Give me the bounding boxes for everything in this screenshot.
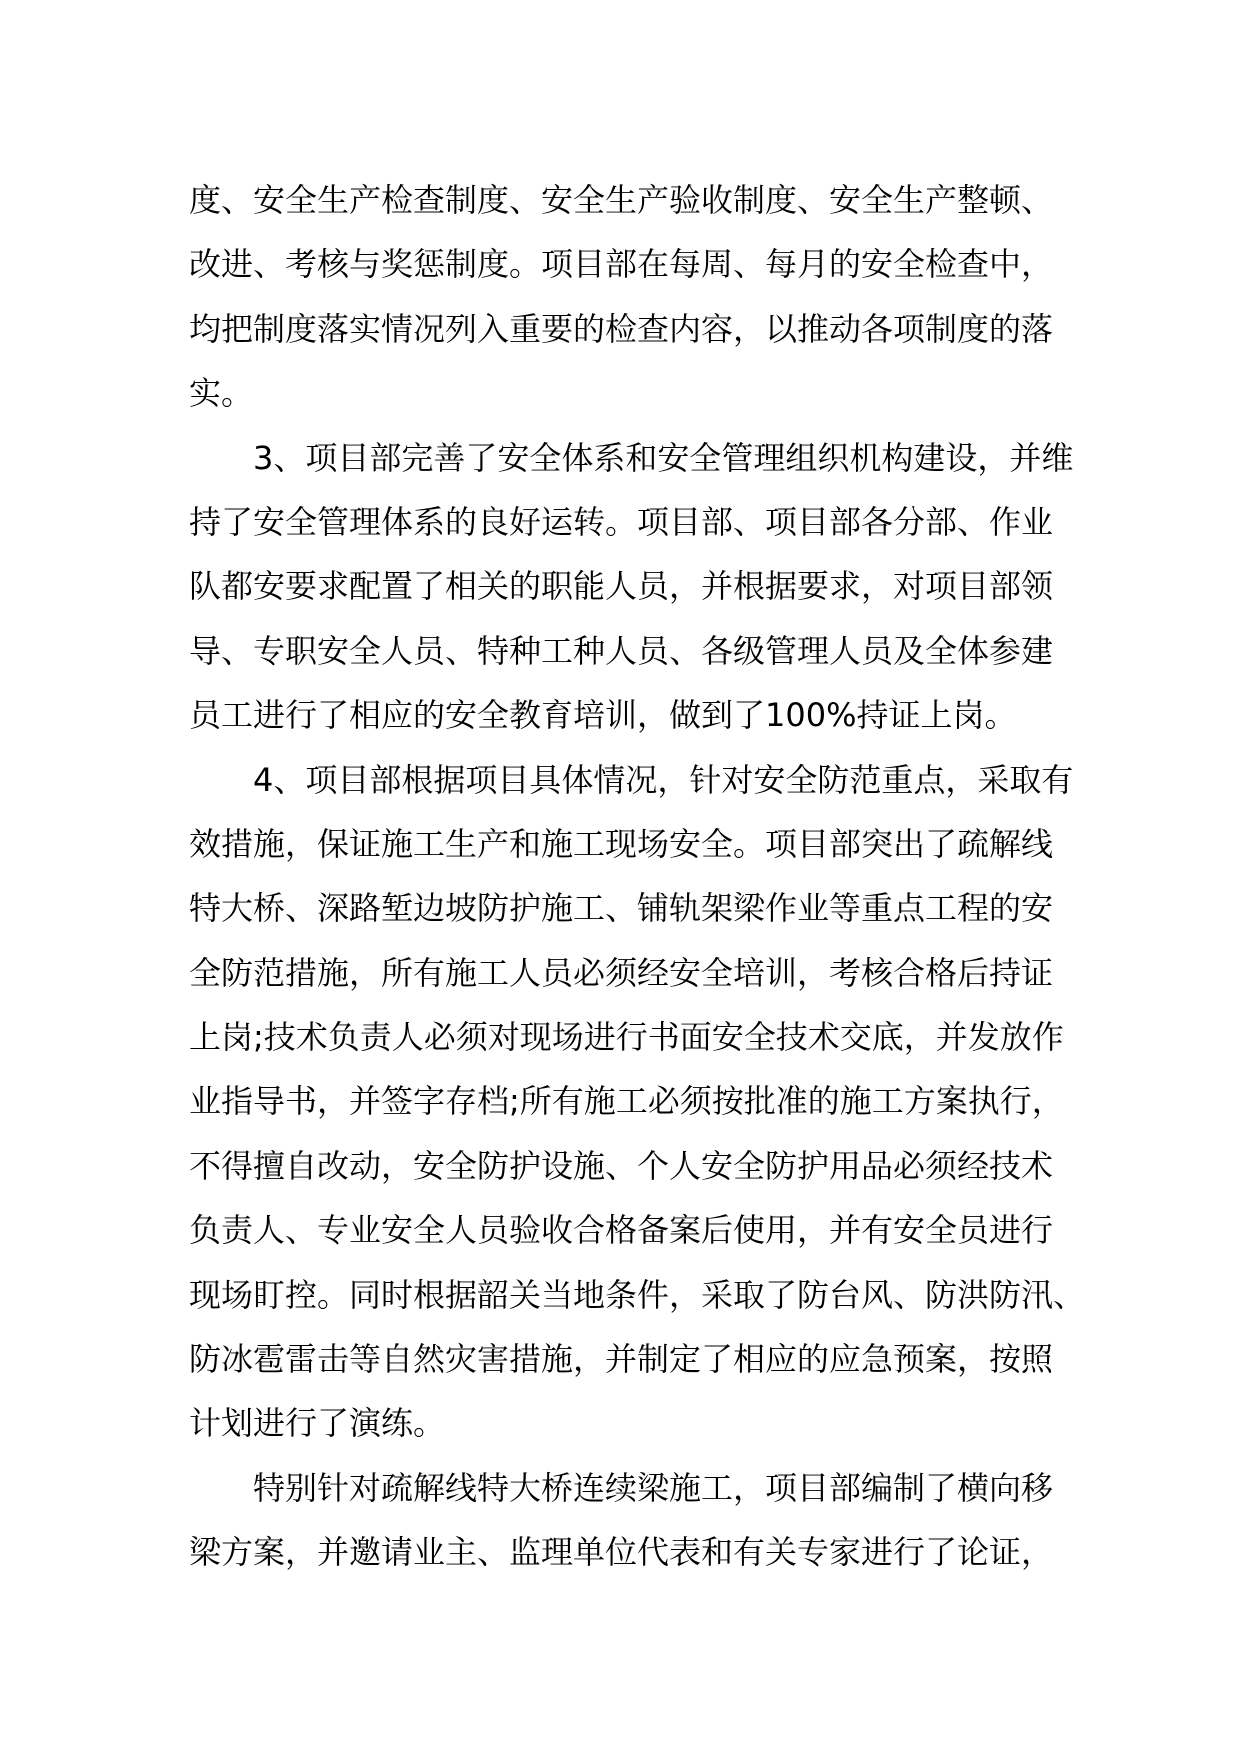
text-line: 导、专职安全人员、特种工种人员、各级管理人员及全体参建 (189, 631, 1054, 670)
text-line-first: 4、项目部根据项目具体情况，针对安全防范重点，采取有 (253, 760, 1074, 799)
text-line: 度、安全生产检查制度、安全生产验收制度、安全生产整顿、 (189, 181, 1054, 219)
text-line: 防冰雹雷击等自然灾害措施，并制定了相应的应急预案，按照 (189, 1340, 1054, 1379)
paragraph-continuous-beam (189, 1456, 1069, 1585)
text-line: 上岗;技术负责人必须对现场进行书面安全技术交底，并发放作 (189, 1018, 1064, 1057)
text-line: 计划进行了演练。 (189, 1404, 446, 1443)
text-line: 负责人、专业安全人员验收合格备案后使用，并有安全员进行 (189, 1211, 1054, 1250)
text-line: 实。 (189, 374, 254, 413)
text-line-first: 3、项目部完善了安全体系和安全管理组织机构建设，并维 (253, 438, 1074, 477)
paragraph-safety-system-implementation (189, 168, 1069, 426)
paragraph-item-3 (189, 426, 1074, 748)
text-line: 不得擅自改动，安全防护设施、个人安全防护用品必须经技术 (189, 1146, 1054, 1185)
text-line: 均把制度落实情况列入重要的检查内容，以推动各项制度的落 (189, 309, 1054, 348)
text-line: 员工进行了相应的安全教育培训，做到了100%持证上岗。 (189, 696, 1017, 735)
text-line: 持了安全管理体系的良好运转。项目部、项目部各分部、作业 (189, 502, 1054, 541)
paragraph-item-4 (189, 748, 1086, 1456)
text-line: 业指导书，并签字存档;所有施工必须按批准的施工方案执行， (189, 1082, 1064, 1121)
text-line: 特大桥、深路堑边坡防护施工、铺轨架梁作业等重点工程的安 (189, 889, 1054, 928)
text-line-first: 特别针对疏解线特大桥连续梁施工，项目部编制了横向移 (253, 1468, 1054, 1507)
document-body (189, 168, 1086, 1585)
text-line: 效措施，保证施工生产和施工现场安全。项目部突出了疏解线 (189, 824, 1054, 863)
text-line: 队都安要求配置了相关的职能人员，并根据要求，对项目部领 (189, 567, 1054, 606)
text-line: 梁方案，并邀请业主、监理单位代表和有关专家进行了论证， (189, 1533, 1054, 1572)
text-line: 现场盯控。同时根据韶关当地条件，采取了防台风、防洪防汛、 (189, 1275, 1086, 1314)
text-line: 改进、考核与奖惩制度。项目部在每周、每月的安全检查中， (189, 245, 1054, 284)
text-line: 全防范措施，所有施工人员必须经安全培训，考核合格后持证 (189, 953, 1054, 992)
